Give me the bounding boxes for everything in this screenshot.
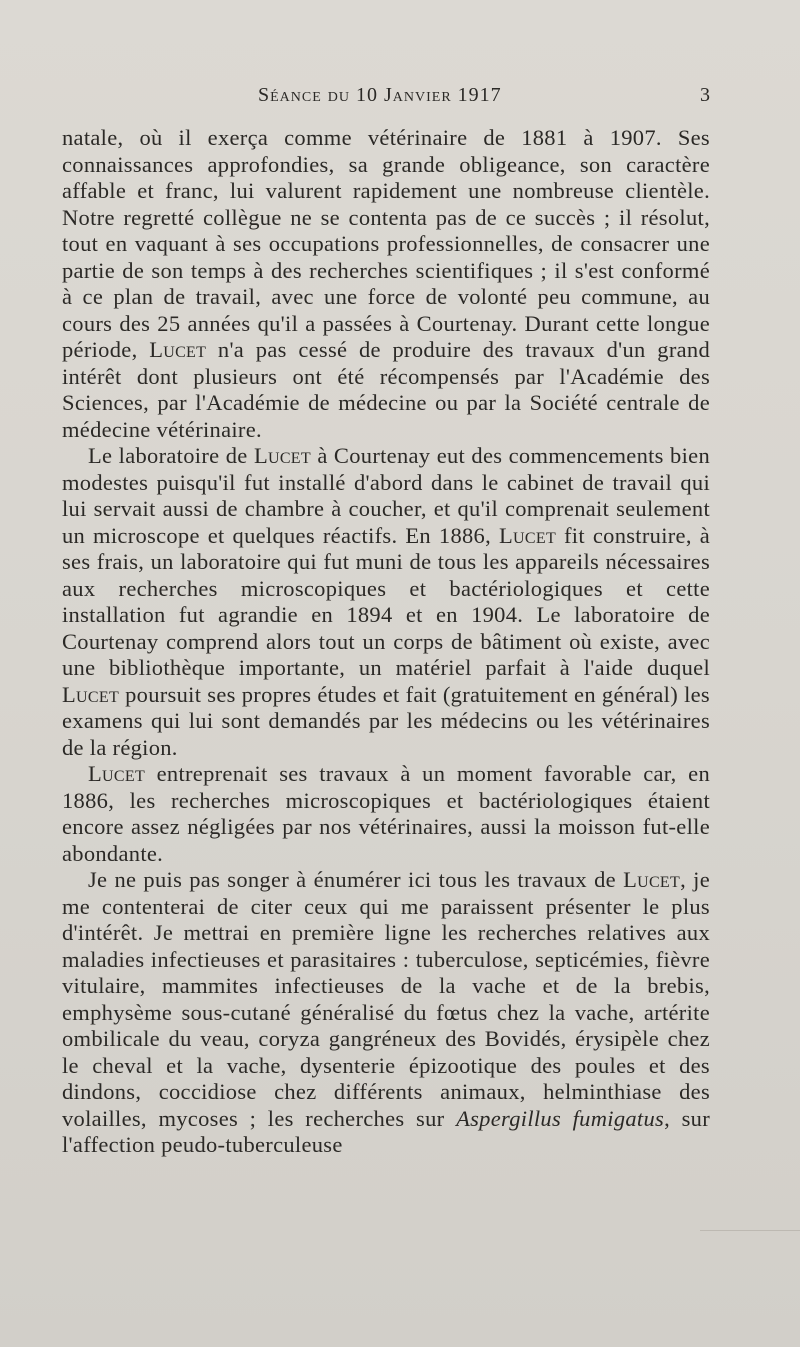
- author-name-lucet: Lucet: [149, 337, 207, 362]
- paragraph-2-part-a: Le laboratoire de: [88, 443, 248, 468]
- paragraph-2-part-c: fit construire, à ses frais, un laboratoire qui fut muni de tous les appareils nécessaires aux recherches microscopiques et bactériologiques et cette installation fut agrandie en 1894 et en 1904. Le laboratoire de Courtenay comprend alors tout un corps de bâtiment où existe, avec une bibliothèque importante, un matériel parfait à l'aide duquel: [62, 522, 710, 680]
- author-name-lucet: Lucet: [623, 867, 681, 892]
- paragraph-3-part-a: entreprenait ses travaux à un moment favorable car, en 1886, les recherches microscopiques et bactériologiques étaient encore assez négligées par nos vétérinaires, aussi la moisson fut-elle abondante.: [62, 761, 710, 866]
- author-name-lucet: Lucet: [88, 761, 146, 786]
- paragraph-1: [62, 125, 710, 443]
- author-name-lucet: Lucet: [499, 522, 557, 548]
- paragraph-4-part-c: , sur l'affection peudo-tuberculeuse: [62, 1105, 711, 1157]
- paragraph-4-part-a: Je ne puis pas songer à énumérer ici tous les travaux de: [88, 867, 616, 892]
- author-name-lucet: Lucet: [62, 681, 120, 707]
- paragraph-1-part-a: natale, où il exerça comme vétérinaire de 1881 à 1907. Ses connaissances approfondies, sa grande obligeance, son caractère affable et franc, lui valurent rapidement une nombreuse clientèle. Notre regretté collègue ne se contenta pas de ce succès ; il résolut, tout en vaquant à ses occupations professionnelles, de consacrer une partie de son temps à des recherches scientifiques ; il s'est conformé à ce plan de travail, avec une force de volonté peu commune, au cours des 25 années qu'il a passées à Courtenay. Durant cette longue période,: [62, 125, 710, 362]
- page-header: [0, 84, 800, 114]
- paragraph-2: [62, 443, 710, 761]
- paragraph-4: [62, 867, 710, 1159]
- author-name-lucet: Lucet: [253, 443, 311, 468]
- running-title: Séance du 10 Janvier 1917: [258, 84, 502, 106]
- body-text: [62, 125, 710, 1159]
- paragraph-3: [62, 761, 710, 867]
- paragraph-4-part-b: , je me contenterai de citer ceux qui me paraissent présenter le plus d'intérêt. Je mettrai en première ligne les recherches relatives aux maladies infectieuses et parasitaires : tuberculose, septicémies, fièvre vitulaire, mammites infectieuses de la vache et de la brebis, emphysème sous-cutané généralisé du fœtus chez la vache, artérite ombilicale du veau, coryza gangréneux des Bovidés, érysipèle chez le cheval et la vache, dysenterie épizootique des poules et des dindons, coccidiose chez différents animaux, helminthiase des volailles, mycoses ; les recherches sur: [62, 867, 710, 1131]
- scan-artifact-line: [700, 1230, 800, 1231]
- paragraph-2-part-b: à Courtenay eut des commencements bien modestes puisqu'il fut installé d'abord dans le cabinet de travail qui lui servait aussi de chambre à coucher, et qu'il comprenait seulement un microscope et quelques réactifs. En 1886,: [62, 443, 711, 548]
- paragraph-1-part-b: n'a pas cessé de produire des travaux d'un grand intérêt dont plusieurs ont été récompensés par l'Académie des Sciences, par l'Académie de médecine ou par la Société centrale de médecine vétérinaire.: [62, 337, 711, 442]
- paragraph-2-part-d: poursuit ses propres études et fait (gratuitement en général) les examens qui lui sont demandés par les médecins ou les vétérinaires de la région.: [62, 681, 710, 760]
- species-name: Aspergillus fumigatus: [456, 1105, 665, 1131]
- page-number: 3: [700, 84, 710, 106]
